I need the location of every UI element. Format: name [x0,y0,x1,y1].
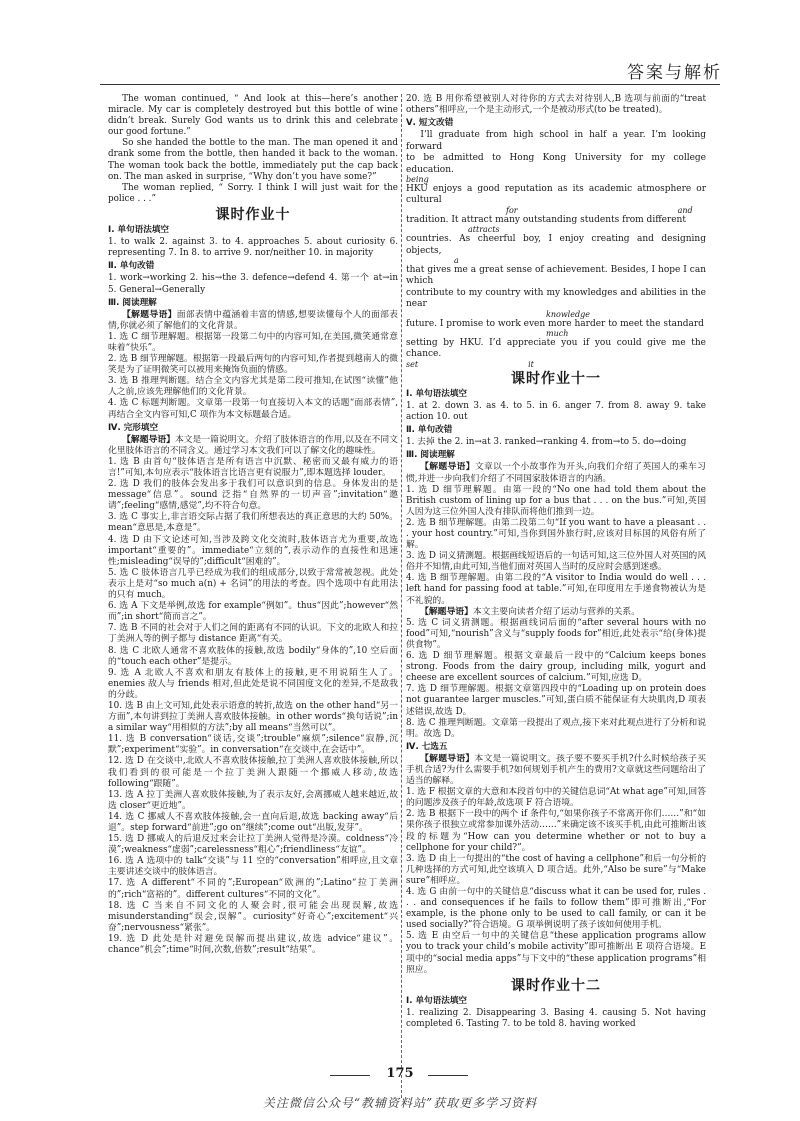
correction-word: it [528,359,534,369]
correction-word: for [506,205,518,215]
essay-line: tradition. It attract many outstanding students from different [406,214,686,225]
reading-guide [406,462,706,484]
reading-answer: 5. 选 C 词义猜测题。根据画线词后面的“after several hours with no food”可知,“nourish”含义与“supply foods for”相近,此处表示“给(身体)提供食物”。 [406,617,706,650]
essay-correction-mark [406,207,706,215]
essay-correction-mark: attracts [468,225,500,235]
grammar-fill-answers: 1. to walk 2. against 3. to 4. approaches 5. about curiosity 6. representing 7. In 8. to arrive 9. nor/neither 10. in majority [108,237,398,259]
column-divider [401,94,402,1098]
reading-answer: 4. 选 B 细节理解题。由第二段的“A visitor to India would do well . . . left hand for passing food at table.”可知,在印度用左手递食物被认为是不礼貌的。 [406,573,706,606]
guide-text: 本文是一篇说明文。介绍了肢体语言的作用,以及在不同文化里肢体语言的不同含义。通过学习本文我们可以了解文化的趣味性。 [108,434,398,456]
seven-choose-five-answer: 4. 选 G 由前一句中的关键信息“discuss what it can be used for, rules . . . and consequences if he fails to follow them”即可推断出,“For example, is the phone only to be used to call family, or can it be used socially?”符合语境。G 项举例说明了孩子该如何使用手机。 [406,887,706,931]
story-paragraph-1: The woman continued, “ And look at this—here’s another miracle. My car is completely destroyed but this bottle of wine didn’t break. Surely God wants us to drink this and celebrate our good fortune.” [108,94,398,138]
reading-answer: 1. 选 C 细节理解题。根据第一段第二句中的内容可知,在美国,微笑通常意味着“快乐”。 [108,331,398,353]
story-paragraph-2: So she handed the bottle to the man. The man opened it and drank some from the bottle, then handed it back to the woman. The woman took back the bottle, immediately put the cap back on. The man asked in surprise, “Why don’t you have some?” [108,138,398,182]
cloze-answer: 15. 选 D 挪威人的后退反过来会让拉丁美洲人觉得是冷漠。coldness“冷漠”;weakness“虚弱”;carelessness“粗心”;friendliness“友谊”。 [108,834,398,856]
cloze-answer: 7. 选 B 不同的社会对于人们之间的距离有不同的认识。下文的北欧人和拉丁美洲人等的例子都与 distance 距离“有关。 [108,623,398,645]
essay-line: HKU enjoys a good reputation as its academic atmosphere or cultural [406,183,706,206]
reading-title: Ⅲ. 阅读理解 [406,450,455,461]
reading-answer: 3. 选 B 推理判断题。结合全文内容尤其是第二段可推知,在试图“读懂”他人之前,应该先理解他们的文化背景。 [108,376,398,398]
cloze-guide [108,435,398,457]
header-title: 答案与解析 [627,63,722,83]
reading-answer: 7. 选 D 细节理解题。根据文章第四段中的“Loading up on protein does not guarantee larger muscles.”可知,蛋白质不能保证有大块肌肉,D 项表述错误,故选 D。 [406,684,706,717]
essay-line: to be admitted to Hong Kong University for my college education. [406,153,706,175]
essay-correction-mark: knowledge [546,309,590,319]
guide-text: 文章以一个小故事作为开头,向我们介绍了英国人的乘车习惯,并进一步向我们介绍了不同国家肢体语言的内涵。 [406,462,706,484]
cloze-answer: 14. 选 C 挪威人不喜欢肢体接触,会一直向后退,故选 backing away“后退”。step forward“前进”;go on“继续”;come out“出版,发芽”。 [108,811,398,833]
essay-correction-mark: much [546,328,569,338]
cloze-answer: 5. 选 C 肢体语言几乎已经成为我们的组成部分,以致于常常被忽视。此处表示上是对“so much a(n) + 名词”的用法的考查。四个选项中有此用法的只有 much。 [108,567,398,601]
grammar-fill-title: Ⅰ. 单句语法填空 [406,388,468,399]
reading-guide-b [406,607,706,618]
essay-line: setting by HKU. I’d appreciate you if you could give me the chance. [406,337,706,360]
reading-answer: 4. 选 C 标题判断题。文章第一段第一句直接切入本文的话题“面部表情”,再结合全文内容可知,C 项作为本文标题最合适。 [108,398,398,420]
cloze-answer: 16. 选 A 选项中的 talk“交谈”与 11 空的“conversation”相呼应,且文章主要讲述交谈中的肢体语言。 [108,856,398,878]
seven-choose-five-answer: 2. 选 B 根据下一段中的两个 if 条件句,“如果你孩子不常离开你们……”和“如果你孩子很独立或常参加课外活动……”来确定该不该买手机,由此可推断出该段的标题为“How can you determine whether or not to buy a cellphone for your child?”。 [406,809,706,853]
seven-choose-five-answer: 3. 选 D 由上一句提出的“the cost of having a cellphone”和后一句分析的几种选择的方式可知,此空该填入 D 项合适。此外,“Also be sure”与“Make sure”相呼应。 [406,853,706,886]
reading-answer: 2. 选 B 细节理解题。由第二段第二句“If you want to have a pleasant . . . your host country.”可知,当你到国外旅行时,应该对目标国的风俗有所了解。 [406,517,706,551]
grammar-fill-title: Ⅰ. 单句语法填空 [108,225,170,236]
page-number: 175 [386,1066,414,1081]
guide-label: 【解题导语】 [420,753,475,764]
guide-text: 本文主要向读者介绍了运动与营养的关系。 [472,606,641,617]
seven-choose-five-guide [406,754,706,787]
essay-line: I’ll graduate from high school in half a year. I’m looking forward [406,130,706,152]
cloze-answer: 19. 选 D 此处是针对避免误解而提出建议,故选 advice“建议”。chance“机会”;time“时间,次数,倍数”;result“结果”。 [108,933,398,956]
cloze-answer: 18. 选 C 当来自不同文化的人聚会时,很可能会出现误解,故选 misunderstanding“误会,误解”。curiosity“好奇心”;excitement“兴奋”;nervousness“紧张”。 [108,900,398,933]
section-title-10: 课时作业十 [215,206,291,223]
reading-answer: 3. 选 D 词义猜测题。根据画线短语后的一句话可知,这三位外国人对英国的风俗并不知情,由此可知,当他们面对英国人当时的反应时会感到迷惑。 [406,551,706,573]
reading-answer: 2. 选 B 细节理解题。根据第一段最后两句的内容可知,作者提到越南人的微笑是为了证明微笑可以被用来掩饰负面的情感。 [108,354,398,376]
cloze-answer: 6. 选 A 下文是举例,故选 for example“例如”。thus“因此”;however“然而”;in short“简而言之”。 [108,601,398,623]
reading-guide [108,310,398,332]
cloze-answer: 4. 选 D 由下文论述可知,当涉及跨文化交流时,肢体语言尤为重要,故选 important“重要的”。immediate“立刻的”,表示动作的直接性和迅速性;misleading“误导的”;difficult“困难的”。 [108,534,398,567]
left-column [108,94,398,956]
correction-word: and [677,205,693,215]
header-rule [100,84,720,85]
essay-line: contribute to my country with my knowledges and abilities in the near [406,287,706,310]
cloze-answer: 13. 选 A 拉丁美洲人喜欢肢体接触,为了表示友好,会离挪威人越来越近,故选 closer“更近地”。 [108,789,398,811]
error-correction-answers: 1. work→working 2. his→the 3. defence→defend 4. 第一个 at→in 5. General→Generally [108,273,398,295]
reading-title: Ⅲ. 阅读理解 [108,297,157,308]
grammar-fill-answers: 1. at 2. down 3. as 4. to 5. in 6. anger 7. from 8. away 9. take action 10. out [406,400,706,423]
right-column [406,94,706,1030]
reading-answer: 1. 选 D 细节理解题。由第一段的“No one had told them about the British custom of lining up for a bus that . . . on the bus.”可知,英国人因为这三位外国人没有排队而将他们推到一边。 [406,484,706,517]
essay-correction-mark [406,361,706,369]
cloze-answer: 9. 选 A 北欧人不喜欢和朋友有肢体上的接触,更不用说陌生人了。enemies 敌人与 friends 相对,但此处是说不同国度文化的差异,不是敌我的分歧。 [108,667,398,700]
essay-line: future. I promise to work even more harder to meet the standard [406,318,704,329]
seven-choose-five-title: Ⅳ. 七选五 [406,741,448,752]
cloze-answer: 8. 选 C 北欧人通常不喜欢肢体的接触,故选 bodily“身体的”,10 空后面的“touch each other”是提示。 [108,645,398,667]
essay-line: countries. As cheerful boy, I enjoy creating and designing objects, [406,234,706,256]
footer-note: 关注微信公众号“教辅资料站”获取更多学习资料 [262,1096,538,1110]
cloze-answer: 12. 选 D 在交谈中,北欧人不喜欢肢体接触,拉丁美洲人喜欢肢体接触,所以我们看到的很可能是一个拉丁美洲人跟随一个挪威人移动,故选 following“跟随”。 [108,756,398,789]
page-number-rule-right [428,1075,468,1076]
guide-label: 【解题导语】 [122,434,175,445]
cloze-answer: 1. 选 B 由首句“肢体语言是所有语言中沉默、秘密而又最有威力的语言!”可知,本句应表示“肢体语言比语言更有说服力”,即本题选择 louder。 [108,456,398,478]
section-title-11: 课时作业十一 [511,370,601,387]
reading-answer: 6. 选 D 细节理解题。根据文章最后一段中的“Calcium keeps bones strong. Foods from the dairy group, including milk, yogurt and cheese are excellent sources of calcium.”可知,应选 D。 [406,651,706,684]
cloze-title: Ⅳ. 完形填空 [108,422,159,433]
story-paragraph-3: The woman replied, “ Sorry. I think I will just wait for the police . . .” [108,182,398,204]
guide-text: 面部表情中蕴涵着丰富的情感,想要读懂每个人的面部表情,你就必须了解他们的文化背景。 [108,309,398,331]
guide-label: 【解题导语】 [122,309,177,320]
essay-line: that gives me a great sense of achievement. Besides, I hope I can which [406,264,706,287]
seven-choose-five-answer: 1. 选 F 根据文章的大意和本段首句中的关键信息词“At what age”可知,回答的问题涉及孩子的年龄,故选项 F 符合语境。 [406,787,706,809]
guide-label: 【解题导语】 [420,606,473,617]
reading-answer: 8. 选 C 推理判断题。文章第一段提出了观点,接下来对此观点进行了分析和说明。故选 D。 [406,717,706,739]
essay-correction [406,130,706,369]
cloze-answer-20: 20. 选 B 用你希望被别人对待你的方式去对待别人,B 选项与前面的“treat others”相呼应,一个是主动形式,一个是被动形式(to be treated)。 [406,94,706,116]
section-title-12: 课时作业十二 [511,977,601,994]
essay-correction-title: Ⅴ. 短文改错 [406,118,454,129]
guide-label: 【解题导语】 [420,462,475,473]
guide-text: 本文是一篇说明文。孩子要不要买手机?什么时候给孩子买手机合适?为什么需要手机?如何规划手机产生的费用?文章就这些问题给出了适当的解释。 [406,753,706,787]
cloze-answer: 17. 选 A different“不同的”;European“欧洲的”;Latino“拉丁美洲的”;rich“富裕的”。different cultures“不同的文化”。 [108,878,398,900]
essay-correction-mark: a [454,255,459,265]
grammar-fill-answers: 1. realizing 2. Disappearing 3. Basing 4. causing 5. Not having completed 6. Tasting 7. to be told 8. having worked [406,1007,706,1030]
cloze-answer: 3. 选 C 事实上,非言语交际占据了我们所想表达的真正意思的大约 50%。mean“意思是,本意是”。 [108,512,398,534]
seven-choose-five-answer: 5. 选 E 由空后一句中的关键信息“these application programs allow you to track your child’s mobile activity”即可推断出 E 项符合语境。E 项中的“social media apps”与下文中的“these application programs”相照应。 [406,931,706,975]
error-correction-answers: 1. 去掉 the 2. in→at 3. ranked→ranking 4. from→to 5. do→doing [406,437,687,448]
cloze-answer: 11. 选 B conversation“谈话,交谈”;trouble“麻烦”;silence“寂静,沉默”;experiment“实验”。in conversation“在交谈中,在会话中”。 [108,734,398,756]
essay-correction-mark: being [406,174,429,184]
error-correction-title: Ⅱ. 单句改错 [406,425,453,436]
cloze-answer: 2. 选 D 我们的肢体会发出多于我们可以意识到的信息。身体发出的是 message“信息”。sound 泛指“自然界的一切声音”;invitation“邀请”;feeling“感情,感觉”,均不符合句意。 [108,479,398,512]
cloze-answer: 10. 选 B 由上文可知,此处表示语意的转折,故选 on the other hand“另一方面”,本句讲到拉丁美洲人喜欢肢体接触。in other words“换句话说”;in a similar way“用相似的方法”;by all means“当然可以”。 [108,700,398,734]
correction-word: set [406,359,419,369]
error-correction-title: Ⅱ. 单句改错 [108,261,155,272]
grammar-fill-title: Ⅰ. 单句语法填空 [406,995,468,1006]
